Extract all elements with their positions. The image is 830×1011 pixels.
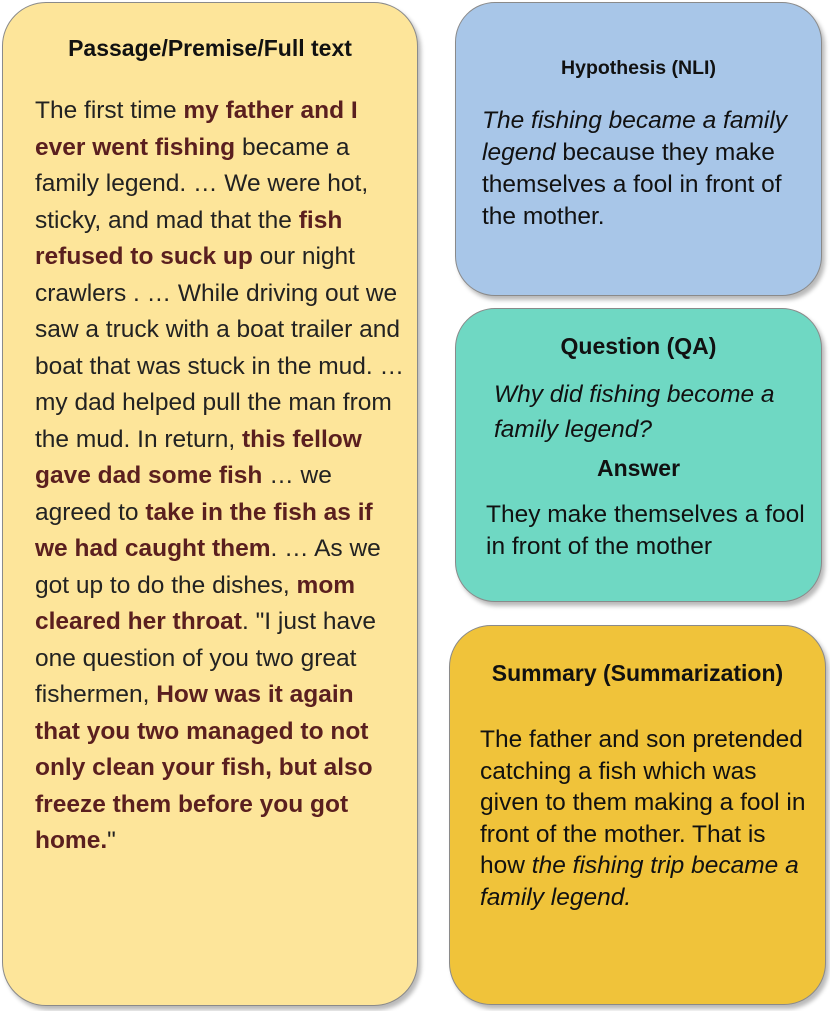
passage-emphasis: fish refused to suck up (35, 206, 343, 270)
summary-text (480, 724, 810, 913)
passage-segment: became a family legend. … We were hot, sticky, and mad that the (35, 133, 369, 234)
passage-emphasis: this fellow gave dad some fish (35, 425, 362, 489)
passage-segment: The first time (35, 97, 184, 124)
passage-emphasis: mom cleared her throat (35, 571, 356, 635)
answer-heading: Answer (596, 455, 681, 481)
passage-text (35, 93, 405, 860)
answer-text: They make themselves a fool in front of the mother (486, 501, 805, 560)
passage-emphasis: my father and I ever went fishing (35, 97, 358, 161)
passage-card (2, 2, 418, 1006)
summary-heading: Summary (Summarization) (491, 660, 784, 686)
hypothesis-heading: Hypothesis (NLI) (561, 57, 716, 79)
passage-segment: . … As we got up to do the dishes, (35, 535, 381, 599)
hypothesis-italic: The fishing became a family legend (482, 107, 788, 166)
passage-segment: … we agreed to (35, 462, 332, 526)
hypothesis-card (455, 2, 822, 296)
hypothesis-text (482, 105, 812, 233)
passage-segment: our night crawlers . … While driving out we saw a truck with a boat trailer and boat that was stuck in the mud. … my dad helped pull the man from the mud. In return, (35, 243, 405, 453)
question-heading: Question (QA) (560, 333, 717, 359)
question-text: Why did fishing become a family legend? (494, 381, 775, 443)
passage-segment: " (107, 827, 116, 854)
question-card (455, 308, 822, 602)
passage-emphasis: How was it again that you two managed to not only clean your fish, but also freeze them before you got home. (35, 681, 373, 854)
summary-plain: The father and son pretended catching a fish which was given to them making a fool in front of the mother. That is how (480, 726, 806, 879)
passage-heading: Passage/Premise/Full text (68, 35, 352, 61)
passage-emphasis: take in the fish as if we had caught them (35, 498, 373, 562)
summary-italic: the fishing trip became a family legend. (480, 852, 799, 911)
summary-card (449, 625, 826, 1005)
hypothesis-rest: because they make themselves a fool in front of the mother. (482, 139, 782, 230)
passage-segment: . "I just have one question of you two great fishermen, (35, 608, 376, 708)
